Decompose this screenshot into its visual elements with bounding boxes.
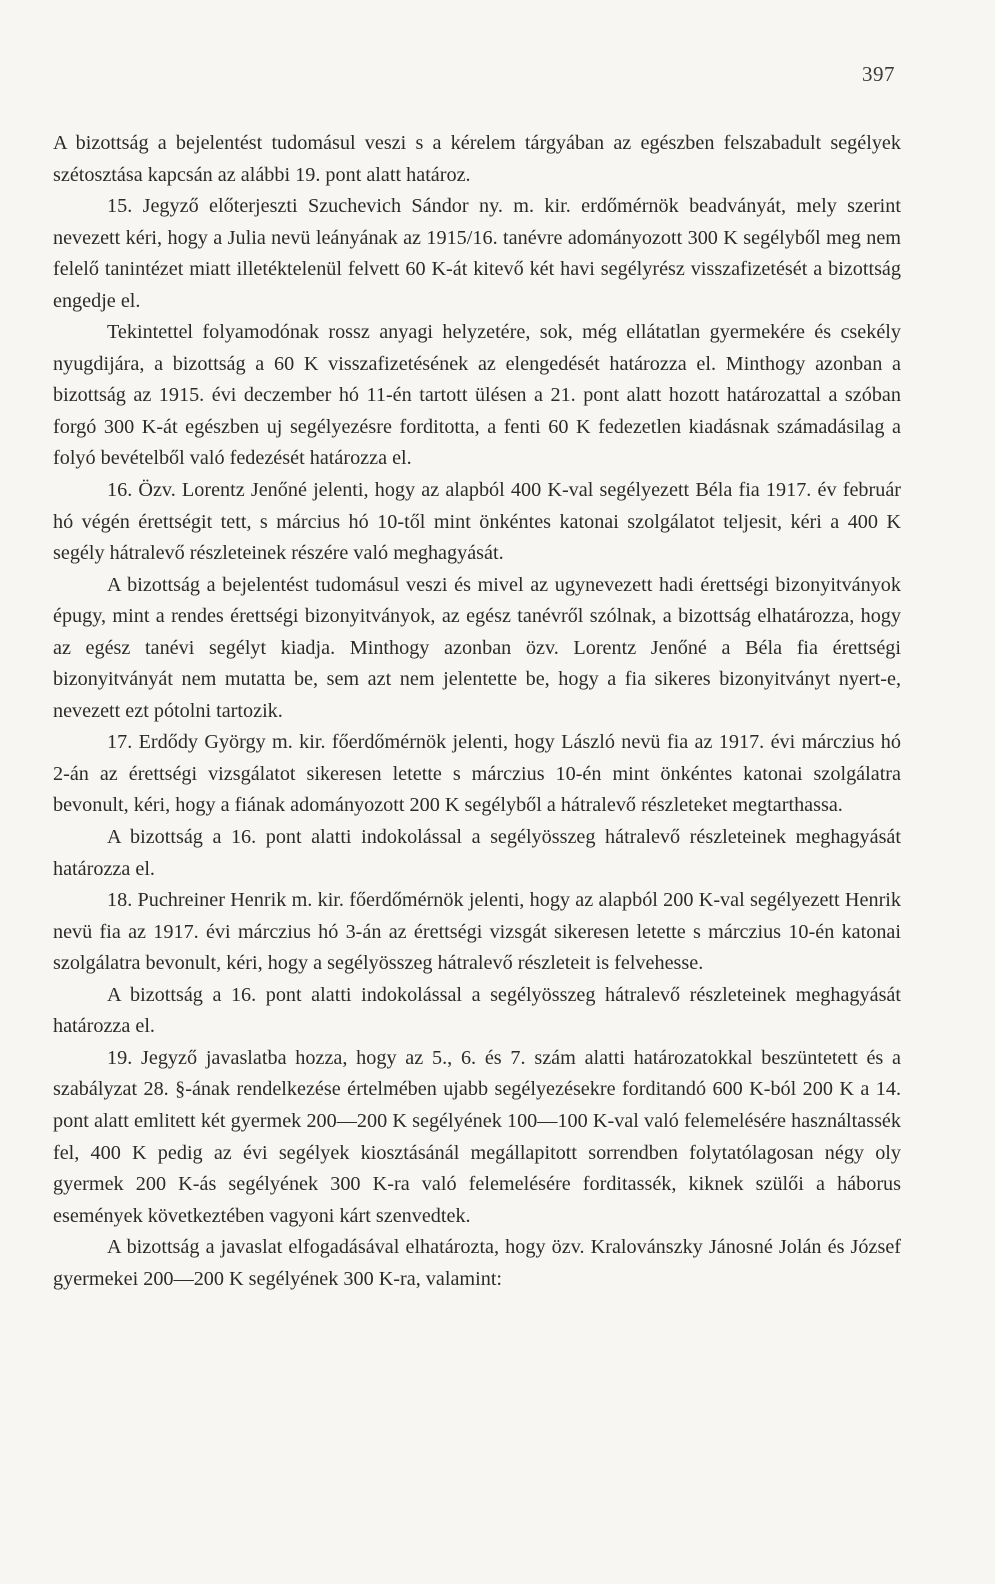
paragraph: A bizottság a bejelentést tudomásul veszi s a kérelem tárgyában az egészben felszabadult segélyek szétosztása kapcsán az alábbi 19. pont alatt határoz. [53,132,901,186]
document-body [53,128,901,1295]
paragraph: 15. Jegyző előterjeszti Szuchevich Sándor ny. m. kir. erdőmérnök beadványát, mely szerint nevezett kéri, hogy a Julia nevü leányának az 1915/16. tanévre adományozott 300 K segélyből meg nem felelő tanintézet miatt illetéktelenül felvett 60 K-át kitevő két havi segélyrész visszafizetését a bizottság engedje el. [53,195,901,312]
paragraph: 19. Jegyző javaslatba hozza, hogy az 5., 6. és 7. szám alatti határozatokkal beszüntetett és a szabályzat 28. §-ának rendelkezése értelmében ujabb segélyezésekre forditandó 600 K-ból 200 K a 14. pont alatt emlitett két gyermek 200—200 K segélyének 100—100 K-val való felemelésére használtassék fel, 400 K pedig az évi segélyek kiosztásánál megállapitott sorrendben folytatólagosan négy oly gyermek 200 K-ás segélyének 300 K-ra való felemelésére forditassék, kiknek szülői a háborus események következtében vagyoni kárt szenvedtek. [53,1046,901,1227]
paragraph: A bizottság a 16. pont alatti indokolással a segélyösszeg hátralevő részleteinek meghagyását határozza el. [53,983,901,1038]
paragraph: A bizottság a javaslat elfogadásával elhatározta, hogy özv. Kralovánszky Jánosné Jolán és József gyermekei 200—200 K segélyének 300 K-ra, valamint: [53,1236,901,1290]
paragraph: 17. Erdődy György m. kir. főerdőmérnök jelenti, hogy László nevü fia az 1917. évi márczius hó 2-án az érettségi vizsgálatot sikeresen letette s márczius 10-én mint önkéntes katonai szolgálatra bevonult, kéri, hogy a fiának adományozott 200 K segélyből a hátralevő részleteket megtarthassa. [53,731,901,817]
paragraph: Tekintettel folyamodónak rossz anyagi helyzetére, sok, még ellátatlan gyermekére és csekély nyugdijára, a bizottság a 60 K visszafizetésének az elengedését határozza el. Minthogy azonban a bizottság az 1915. évi deczember hó 11-én tartott ülésen a 21. pont alatt hozott határozattal a szóban forgó 300 K-át egészben uj segélyezésre forditotta, a fenti 60 K fedezetlen kiadásnak számadásilag a folyó bevételből való fedezését határozza el. [53,321,901,470]
paragraph: A bizottság a 16. pont alatti indokolással a segélyösszeg hátralevő részleteinek meghagyását határozza el. [53,826,901,880]
page-number: 397 [862,62,895,86]
paragraph: 16. Özv. Lorentz Jenőné jelenti, hogy az alapból 400 K-val segélyezett Béla fia 1917. év február hó végén érettségit tett, s március hó 10-től mint önkéntes katonai szolgálatot teljesit, kéri a 400 K segély hátralevő részleteinek részére való meghagyását. [53,479,901,565]
paragraph: 18. Puchreiner Henrik m. kir. főerdőmérnök jelenti, hogy az alapból 200 K-val segélyezett Henrik nevü fia az 1917. évi márczius hó 3-án az érettségi vizsgát sikeresen letette s márczius 10-én katonai szolgálatra bevonult, kéri, hogy a segélyösszeg hátralevő részleteit is felvehesse. [53,889,901,975]
paragraph: A bizottság a bejelentést tudomásul veszi és mivel az ugynevezett hadi érettségi bizonyitványok épugy, mint a rendes érettségi bizonyitványok, az egész tanévről szólnak, a bizottság elhatározza, hogy az egész tanévi segélyt kiadja. Minthogy azonban özv. Lorentz Jenőné a Béla fia érettségi bizonyitványát nem mutatta be, sem azt nem jelentette be, hogy a fia sikeres bizonyitványt nyert-e, nevezett ezt pótolni tartozik. [53,573,901,722]
